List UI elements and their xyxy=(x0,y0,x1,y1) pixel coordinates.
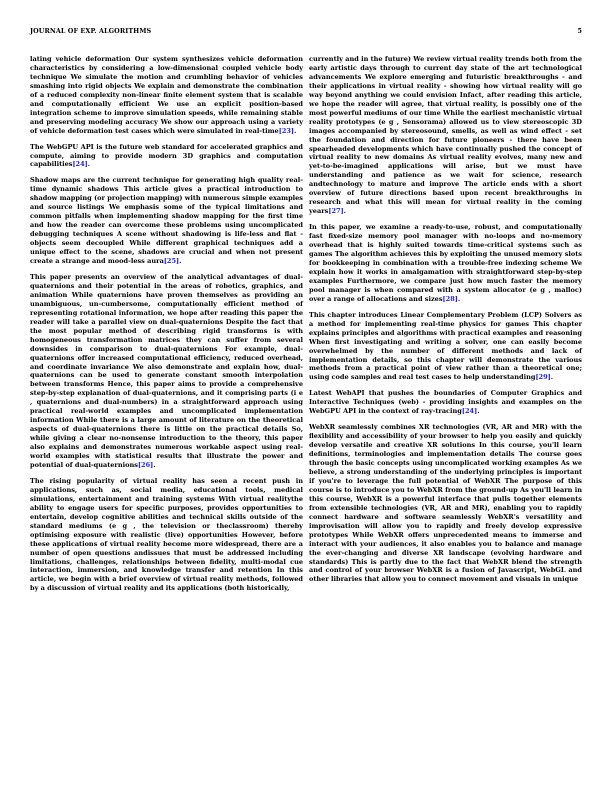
citation-link[interactable]: [25] xyxy=(163,257,180,266)
paragraph xyxy=(309,423,582,584)
left-column xyxy=(30,55,303,600)
paragraph-text: Latest WebAPI that pushes the boundaries of Computer Graphics and Interactive Techniques (web) - providing insights and examples on the WebGPU API in the context of ray-tracing xyxy=(309,389,582,416)
paragraph-text: currently and in the future) We review virtual reality trends both from the early artistic days through to current day state of the art technological advancements We explore emerging and futuristic breakthroughs - and their applications in virtual reality - showing how virtual reality will go way beyond anything we could envision Infact, after reading this article, we hope the reader will agree, that virtual reality, is possibly one of the most powerful mediums of our time While the earliest mechanistic virtual reality prototypes (e g , Sensorama) allowed us to view stereoscopic 3D images accompanied by stereosound, smells, as well as wind effect - set the foundation and direction for future pioneers - there have been spearheaded developments which have continually pushed the concept of virtual reality to new domains As virtual reality evolves, many new and yet-to-be-imagined applications will arise, but we must have understanding and patience as we wait for science, research andtechnology to mature and improve The article ends with a short overview of future directions based upon recent breakthroughs in research and what this will mean for virtual reality in the coming years xyxy=(309,55,582,216)
punctuation: . xyxy=(477,407,480,416)
citation-link[interactable]: [23] xyxy=(278,126,295,135)
punctuation: . xyxy=(153,460,156,469)
right-column xyxy=(309,55,582,591)
paragraph xyxy=(309,55,582,216)
paragraph xyxy=(309,223,582,304)
citation-link[interactable]: [26] xyxy=(137,460,154,469)
paragraph xyxy=(30,143,303,170)
citation-link[interactable]: [29] xyxy=(535,373,551,382)
paragraph-text: This chapter introduces Linear Complementary Problem (LCP) Solvers as a method for implementing real-time physics for games This chapter explains principles and algorithms with practical examples and reasoning When first investigating and writing a solver, one can easily become overwhelmed by the number of different methods and lack of implementation details, so this chapter will demonstrate the various methods from a practical point of view rather than a theoretical one; using code samples and real test cases to help understanding xyxy=(309,310,582,382)
paragraph-text: Shadow maps are the current technique for generating high quality real-time dynamic shadows This article gives a practical introduction to shadow mapping (or projection mapping) with numerous simple examples and source listings We emphasis some of the typical limitations and common pitfalls when implementing shadow mapping for the first time and how the reader can overcome these problems using uncomplicated debugging techniques A scene without shadowing is life-less and flat - objects seem decoupled While different graphical techniques add a unique effect to the scene, shadows are crucial and when not present create a strange and mood-less aura xyxy=(30,176,303,266)
paragraph-text: In this paper, we examine a ready-to-use, robust, and computationally fast fixed-size memory pool manager with no-loops and no-memory overhead that is highly suited towards time-critical systems such as games The algorithm achieves this by exploiting the unused memory slots for bookkeeping in combination with a trouble-free indexing scheme We explain how it works in amalgamation with straightforward step-by-step examples Furthermore, we compare just how much faster the memory pool manager is when compared with a system allocator (e g , malloc) over a range of allocations and sizes xyxy=(309,223,582,303)
paragraph-text: lating vehicle deformation Our system synthesizes vehicle deformation characteristics by considering a low-dimensional coupled vehicle body technique We simulate the motion and crumbling behavior of vehicles smashing into rigid objects We explain and demonstrate the combination of a reduced complexity non-linear finite element system that is scalable and computationally efficient We use an explicit position-based integration scheme to improve simulation speeds, while remaining stable and preserving modeling accuracy We show our approach using a variety of vehicle deformation test cases which were simulated in real-time xyxy=(30,55,303,135)
punctuation: . xyxy=(179,257,182,266)
punctuation: . xyxy=(343,207,346,216)
journal-title: JOURNAL OF EXP. ALGORITHMS xyxy=(30,27,152,35)
paragraph-text: The rising popularity of virtual reality has seen a recent push in applications, such as, social media, educational tools, medical simulations, entertainment and training systems With virtual realitythe ability to engage users for specific purposes, provides opportunities to entertain, develop cognitive abilities and technical skills outside of the standard mediums (e g , the television or theclassroom) thereby optimising exposure with realistic (live) opportunities However, before these applications of virtual reality become more widespread, there are a number of open questions andissues that must be addressed including limitations, challenges, relationships between fidelity, multi-modal cue interaction, immersion, and knowledge transfer and retention In this article, we begin with a brief overview of virtual reality methods, followed by a discussion of virtual reality and its applications (both historically, xyxy=(30,476,303,593)
running-header xyxy=(30,27,582,39)
paragraph xyxy=(30,477,303,593)
paragraph xyxy=(309,389,582,416)
paragraph-text: This paper presents an overview of the analytical advantages of dual-quaternions and their potential in the areas of robotics, graphics, and animation While quaternions have proven themselves as providing an unambiguous, un-cumbersome, computationally efficient method of representing rotational information, we hope after reading this paper the reader will take a parallel view on dual-quaternions Despite the fact that the most popular method of describing rigid transforms is with homogeneous transformation matrices they can suffer from several downsides in comparison to dual-quaternions For example, dual-quaternions offer increased computational efficiency, reduced overhead, and coordinate invariance We also demonstrate and explain how, dual-quaternions can be used to generate constant smooth interpolation between transforms Hence, this paper aims to provide a comprehensive step-by-step explanation of dual-quaternions, and it comprising parts (i e , quaternions and dual-numbers) in a straightforward approach using practical real-world examples and uncomplicated implementation information While there is a large amount of literature on the theoretical aspects of dual-quaternions there is little on the practical details So, while giving a clear no-nonsense introduction to the theory, this paper also explains and demonstrates numerous workable aspect using real-world examples with statistical results that illustrate the power and potential of dual-quaternions xyxy=(30,272,303,469)
paragraph xyxy=(30,273,303,470)
punctuation: . xyxy=(550,373,554,382)
citation-link[interactable]: [27] xyxy=(328,207,344,216)
punctuation: . xyxy=(457,294,461,303)
paragraph-text: The WebGPU API is the future web standard for accelerated graphics and compute, aiming to provide modern 3D graphics and computation capabilities xyxy=(30,142,303,169)
page-number: 5 xyxy=(577,27,582,35)
citation-link[interactable]: [24] xyxy=(72,160,88,169)
citation-link[interactable]: [24] xyxy=(461,407,478,416)
paragraph xyxy=(309,311,582,383)
citation-link[interactable]: [28] xyxy=(442,294,458,303)
paragraph-text: WebXR seamlessly combines XR technologies (VR, AR and MR) with the flexibility and accessibility of your browser to help you easily and quickly develop versatile and creative XR solutions In this course, you'll learn definitions, terminologies and implementation details The course goes through the basic concepts using uncomplicated working examples As we believe, a strong understanding of the underlying principles is important if you're to leverage the full potential of WebXR The purpose of this course is to introduce you to WebXR from the ground-up As you'll learn in this course, WebXR is a powerful interface that pulls together elements from extensible technologies (VR, AR and MR), enabling you to rapidly connect hardware and software seamlessly WebXR's versatility and improvisation will allow you to rapidly and freely develop expressive prototypes While WebXR offers unprecedented means to immerse and interact with your audiences, it also enables you to balance and manage the ever-changing and diverse XR landscape (evolving hardware and standards) This is partly due to the fact that WebXR blend the strength and control of your browser WebXR is a fusion of Javascript, WebGL and other libraries that allow you to connect movement and visuals in unique xyxy=(309,423,582,584)
paragraph xyxy=(30,176,303,266)
punctuation: . xyxy=(294,126,297,135)
punctuation: . xyxy=(87,160,91,169)
paragraph xyxy=(30,55,303,136)
